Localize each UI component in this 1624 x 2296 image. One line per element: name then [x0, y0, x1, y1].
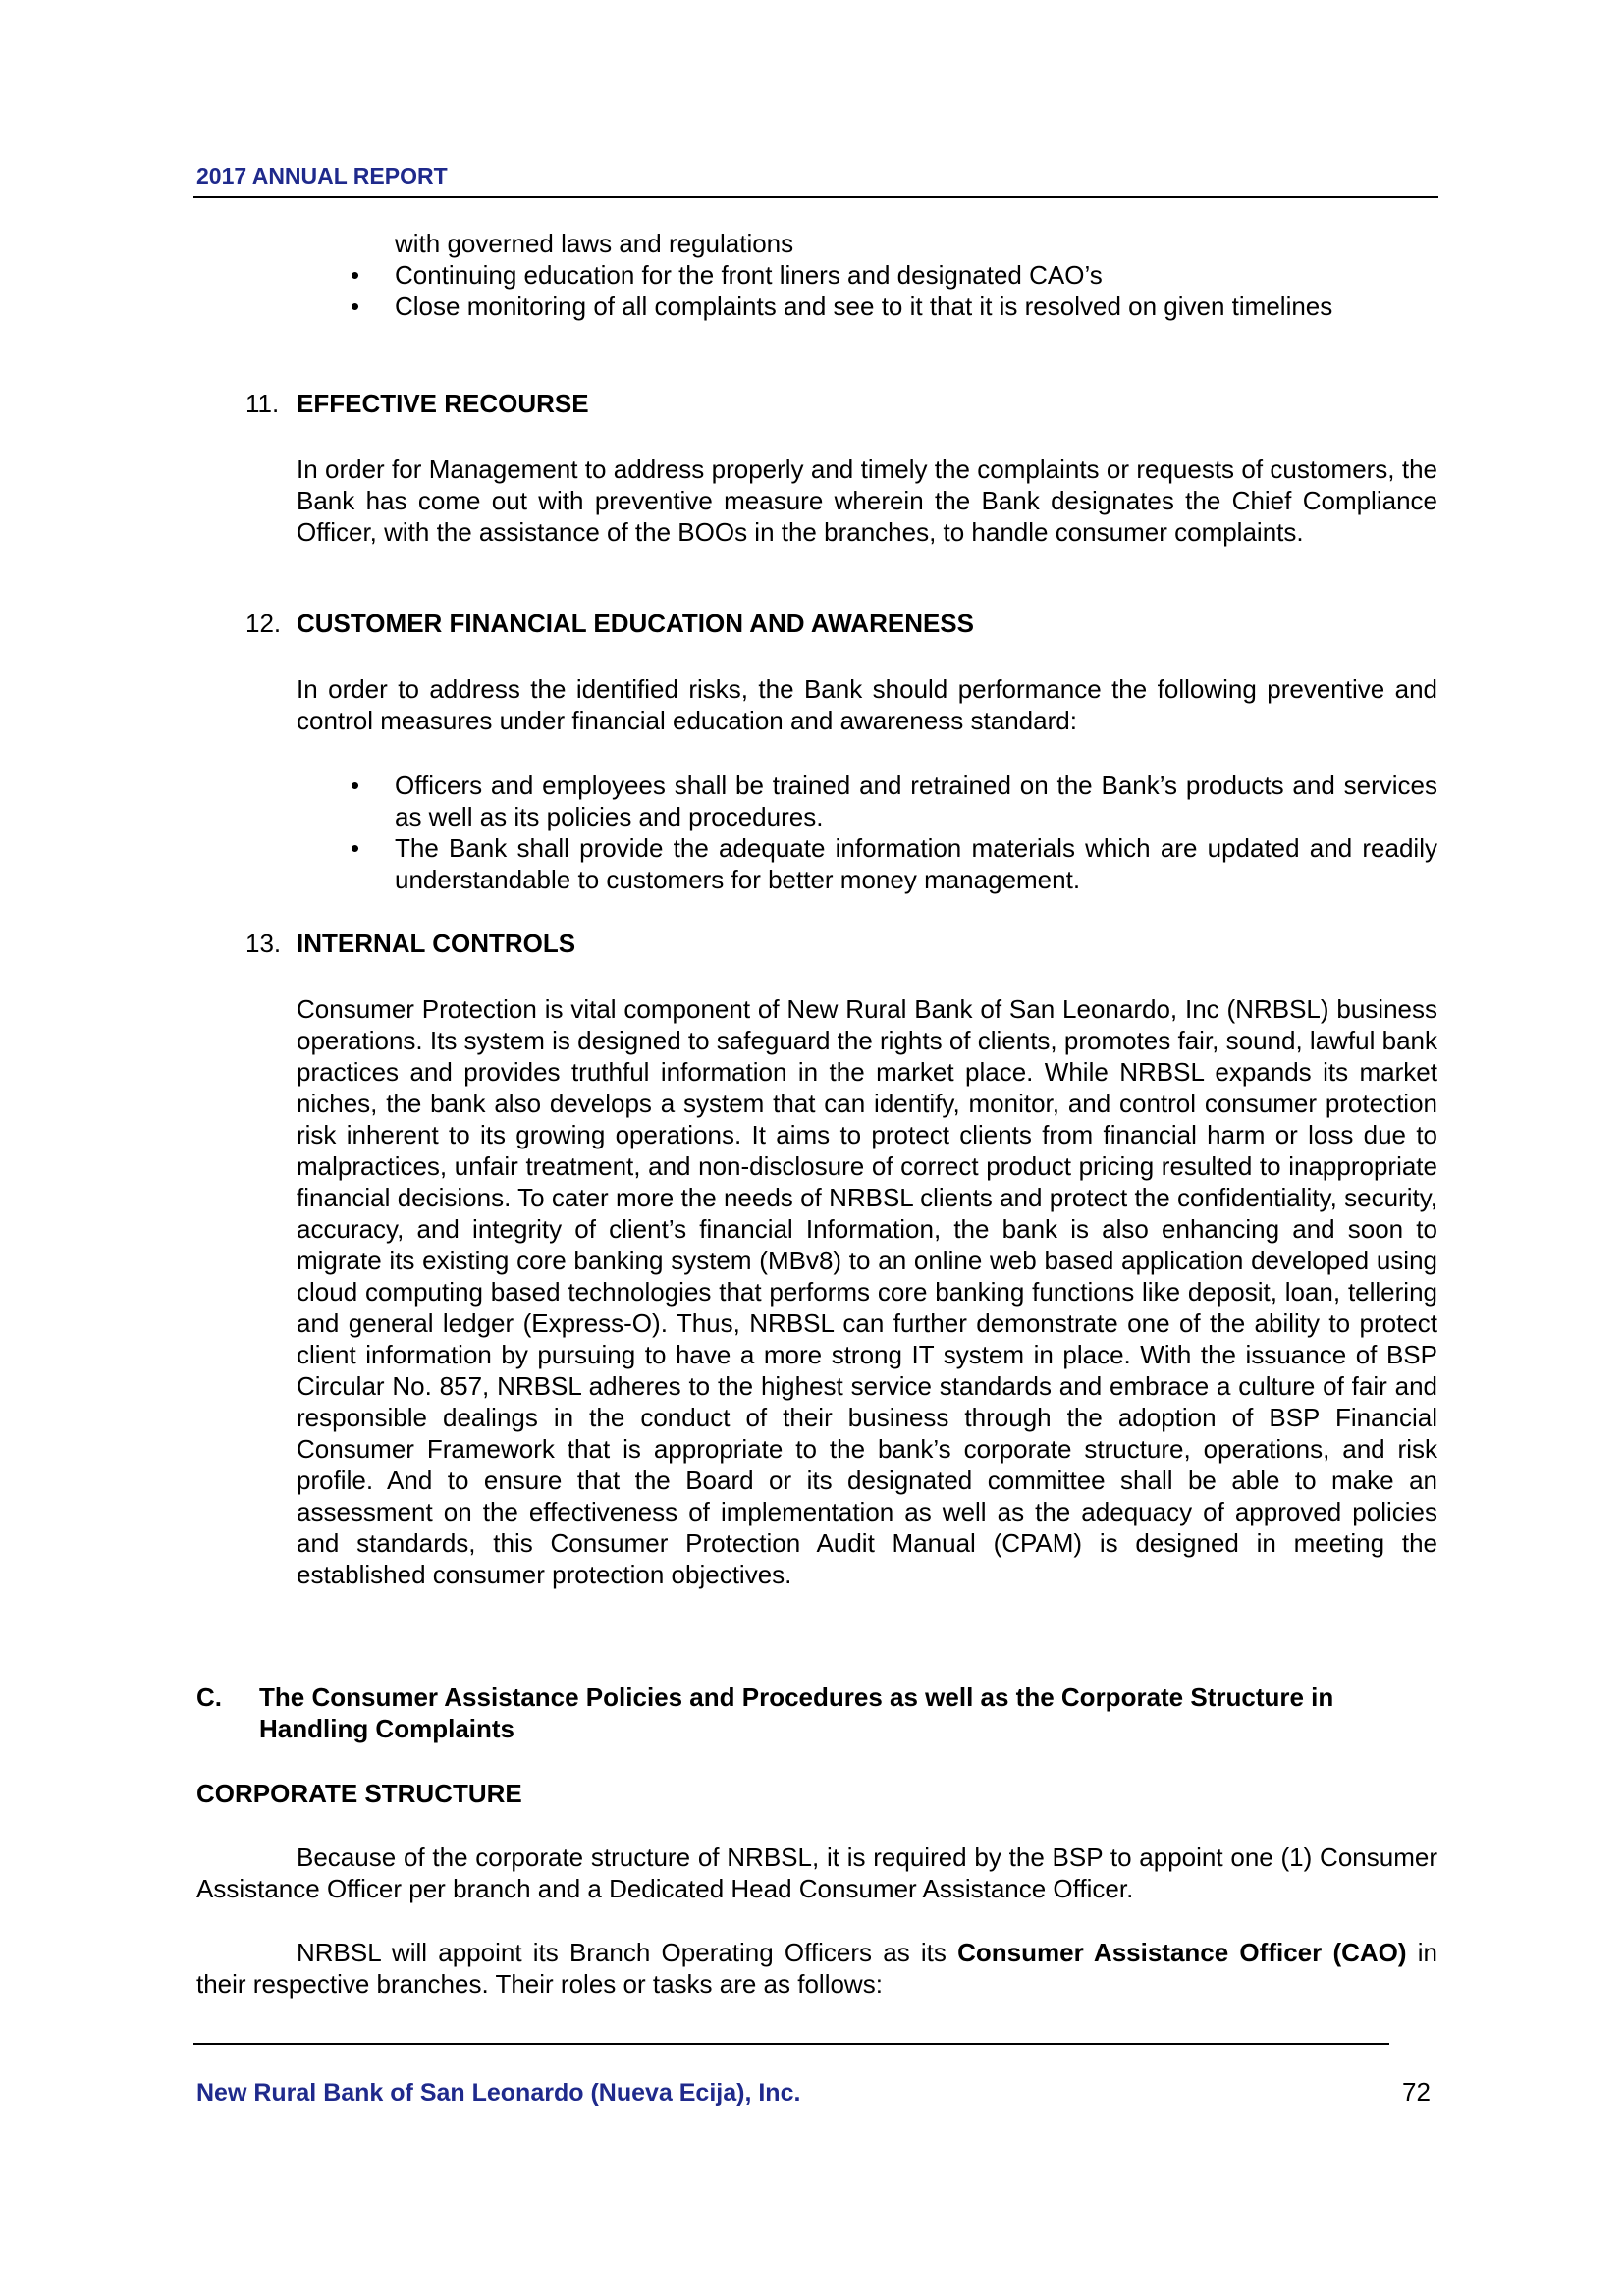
- section-c-heading-line-2: Handling Complaints: [259, 1714, 514, 1743]
- bullet-text: The Bank shall provide the adequate information materials which are updated and readily understandable to customers for better money management.: [395, 833, 1437, 894]
- top-bullet-list: [297, 259, 1437, 322]
- section-12-paragraph: In order to address the identified risks, the Bank should performance the following preventive and control measures under financial education and awareness standard:: [297, 674, 1437, 735]
- footer-divider: [193, 2043, 1389, 2045]
- paragraph-2-text-start: NRBSL will appoint its Branch Operating Officers as its: [297, 1938, 958, 1967]
- section-11-paragraph: In order for Management to address properly and timely the complaints or requests of customers, the Bank has come out with preventive measure wherein the Bank designates the Chief Compliance Officer, with the assistance of the BOOs in the branches, to handle consumer complaints.: [297, 454, 1437, 547]
- section-11-heading: EFFECTIVE RECOURSE: [297, 389, 589, 418]
- list-item: [297, 770, 1437, 832]
- section-c-letter: C.: [196, 1682, 222, 1712]
- paragraph-2-text-end: in their respective branches. Their roles or tasks are as follows:: [196, 1938, 1437, 1999]
- section-12-bullet-list: [297, 770, 1437, 895]
- header-divider: [193, 196, 1438, 198]
- corporate-structure-heading: CORPORATE STRUCTURE: [196, 1779, 522, 1808]
- section-c-heading-line-1: The Consumer Assistance Policies and Procedures as well as the Corporate Structure in: [259, 1682, 1334, 1712]
- page-number: 72: [1402, 2077, 1431, 2107]
- bullet-glyph: •: [351, 260, 360, 290]
- bullet-text: Close monitoring of all complaints and see to it that it is resolved on given timelines: [395, 292, 1333, 321]
- report-header-title: 2017 ANNUAL REPORT: [196, 163, 448, 188]
- cao-bold-term: Consumer Assistance Officer (CAO): [957, 1938, 1407, 1967]
- bullet-text: Continuing education for the front liners and designated CAO’s: [395, 260, 1103, 290]
- bullet-glyph: •: [351, 292, 360, 321]
- bullet-glyph: •: [351, 833, 360, 863]
- corporate-paragraph-2: [196, 1937, 1437, 2000]
- bullet-text: Officers and employees shall be trained and retrained on the Bank’s products and services as well as its policies and procedures.: [395, 771, 1437, 831]
- footer-bank-name: New Rural Bank of San Leonardo (Nueva Ecija), Inc.: [196, 2079, 801, 2107]
- continuation-line: with governed laws and regulations: [395, 229, 794, 258]
- list-item: [297, 259, 1437, 291]
- section-13-number: 13.: [245, 929, 282, 958]
- section-13-paragraph: Consumer Protection is vital component of New Rural Bank of San Leonardo, Inc (NRBSL) business operations. Its system is designed to safeguard the rights of clients, promotes fair, sound, lawful bank practices and provides truthful information in the market place. While NRBSL expands its market niches, the bank also develops a system that can identify, monitor, and control consumer protection risk inherent to its growing operations. It aims to protect clients from financial harm or loss due to malpractices, unfair treatment, and non-disclosure of correct product pricing resulted to inappropriate financial decisions. To cater more the needs of NRBSL clients and protect the confidentiality, security, accuracy, and integrity of client’s financial Information, the bank is also enhancing and soon to migrate its existing core banking system (MBv8) to an online web based application developed using cloud computing based technologies that performs core banking functions like deposit, loan, tellering and general ledger (Express-O). Thus, NRBSL can further demonstrate one of the ability to protect client information by pursuing to have a more strong IT system in place. With the issuance of BSP Circular No. 857, NRBSL adheres to the highest service standards and embrace a culture of fair and responsible dealings in the conduct of their business through the adoption of BSP Financial Consumer Framework that is appropriate to the bank’s corporate structure, operations, and risk profile. And to ensure that the Board or its designated committee shall be able to make an assessment on the effectiveness of implementation as well as the adequacy of approved policies and standards, this Consumer Protection Audit Manual (CPAM) is designed in meeting the established consumer protection objectives.: [297, 994, 1437, 1589]
- bullet-glyph: •: [351, 771, 360, 800]
- section-11-number: 11.: [245, 389, 280, 418]
- section-12-number: 12.: [245, 609, 282, 638]
- list-item: [297, 291, 1437, 322]
- section-12-heading: CUSTOMER FINANCIAL EDUCATION AND AWARENESS: [297, 609, 974, 638]
- list-item: [297, 832, 1437, 895]
- corporate-paragraph-1: Because of the corporate structure of NRBSL, it is required by the BSP to appoint one (1) Consumer Assistance Officer per branch and a Dedicated Head Consumer Assistance Officer.: [196, 1842, 1437, 1903]
- section-13-heading: INTERNAL CONTROLS: [297, 929, 576, 958]
